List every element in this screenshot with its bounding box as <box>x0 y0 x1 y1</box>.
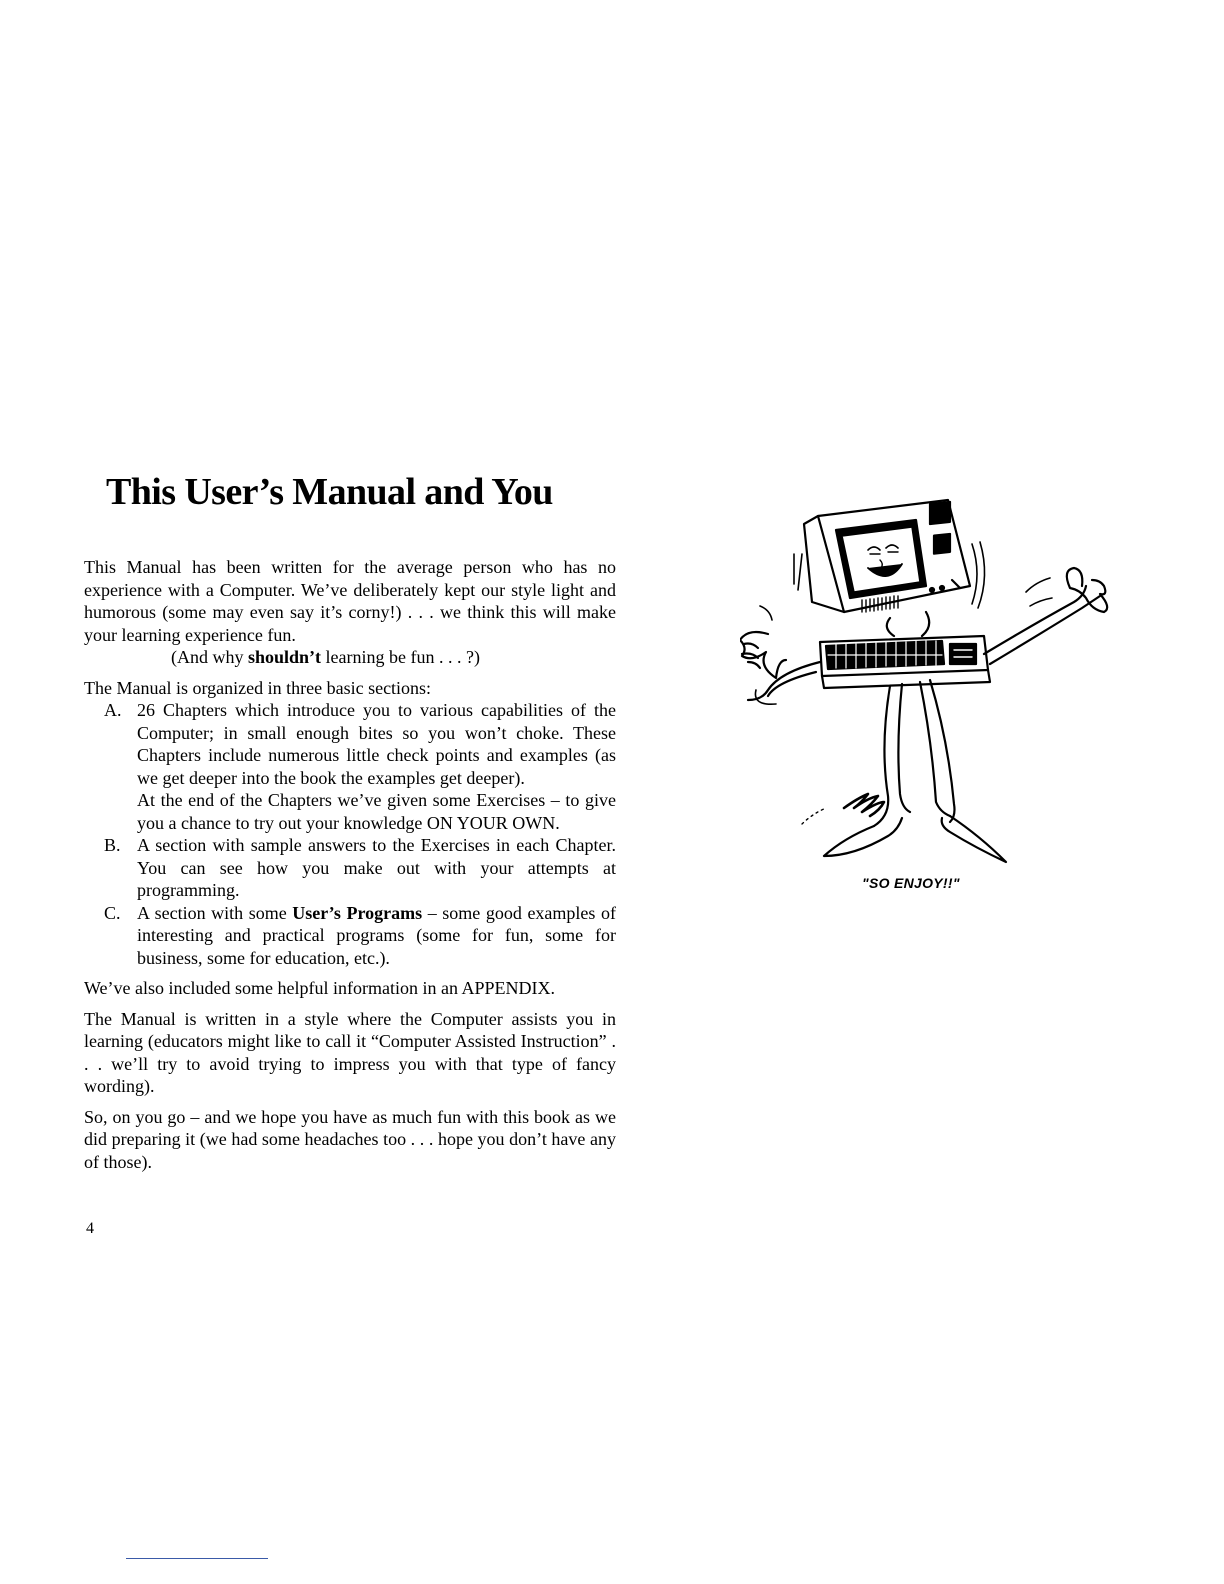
section-c-before: A section with some <box>137 902 293 923</box>
section-c-text <box>137 902 616 970</box>
appendix-paragraph: We’ve also included some helpful information in an APPENDIX. <box>84 978 555 998</box>
section-c <box>84 902 616 970</box>
section-a <box>84 699 616 834</box>
section-a-extra: At the end of the Chapters we’ve given some Exercises – to give you a chance to try out your knowledge ON YOUR OWN. <box>137 790 616 833</box>
section-a-text: 26 Chapters which introduce you to various capabilities of the Computer; in small enough bites so you won’t choke. These Chapters include numerous little check points and examples (as we get deeper into the book the examples get deeper). <box>137 700 616 788</box>
intro-aside <box>84 646 616 669</box>
section-b-letter: B. <box>104 835 121 855</box>
aside-text: (And why <box>171 647 248 667</box>
illustration-caption: "SO ENJOY!!" <box>862 875 960 891</box>
body-text <box>84 556 616 1173</box>
section-c-bold: User’s Programs <box>292 902 423 923</box>
section-c-after: – some good examples of interesting and practical programs (some for fun, some for business, some for education, etc.). <box>137 902 616 968</box>
computer-character-illustration <box>740 494 1120 884</box>
section-c-letter: C. <box>104 902 121 923</box>
section-b-text: A section with sample answers to the Exercises in each Chapter. You can see how you make out with your attempts at programming. <box>137 835 616 900</box>
intro-paragraph: This Manual has been written for the average person who has no experience with a Computer. We’ve deliberately kept our style light and humorous (some may even say it’s corny!) . . . we think this will make your learning experience fun. <box>84 557 616 645</box>
keyboard-icon <box>820 636 990 688</box>
style-paragraph: The Manual is written in a style where the Computer assists you in learning (educators might like to call it “Computer Assisted Instruction” . . . we’ll try to avoid trying to impress you with that type of fancy wording). <box>84 1008 616 1096</box>
section-a-letter: A. <box>104 700 122 720</box>
page-number: 4 <box>86 1220 94 1237</box>
sections-lead: The Manual is organized in three basic sections: <box>84 677 432 698</box>
page-title: This User’s Manual and You <box>106 471 553 513</box>
section-b <box>84 834 616 902</box>
aside-bold: shouldn’t <box>248 647 322 667</box>
footer-rule <box>126 1558 268 1559</box>
aside-text-end: learning be fun . . . ?) <box>321 647 480 667</box>
final-paragraph: So, on you go – and we hope you have as much fun with this book as we did preparing it (we had some headaches too . . . hope you don’t have any of those). <box>84 1106 616 1172</box>
monitor-icon <box>804 500 970 612</box>
